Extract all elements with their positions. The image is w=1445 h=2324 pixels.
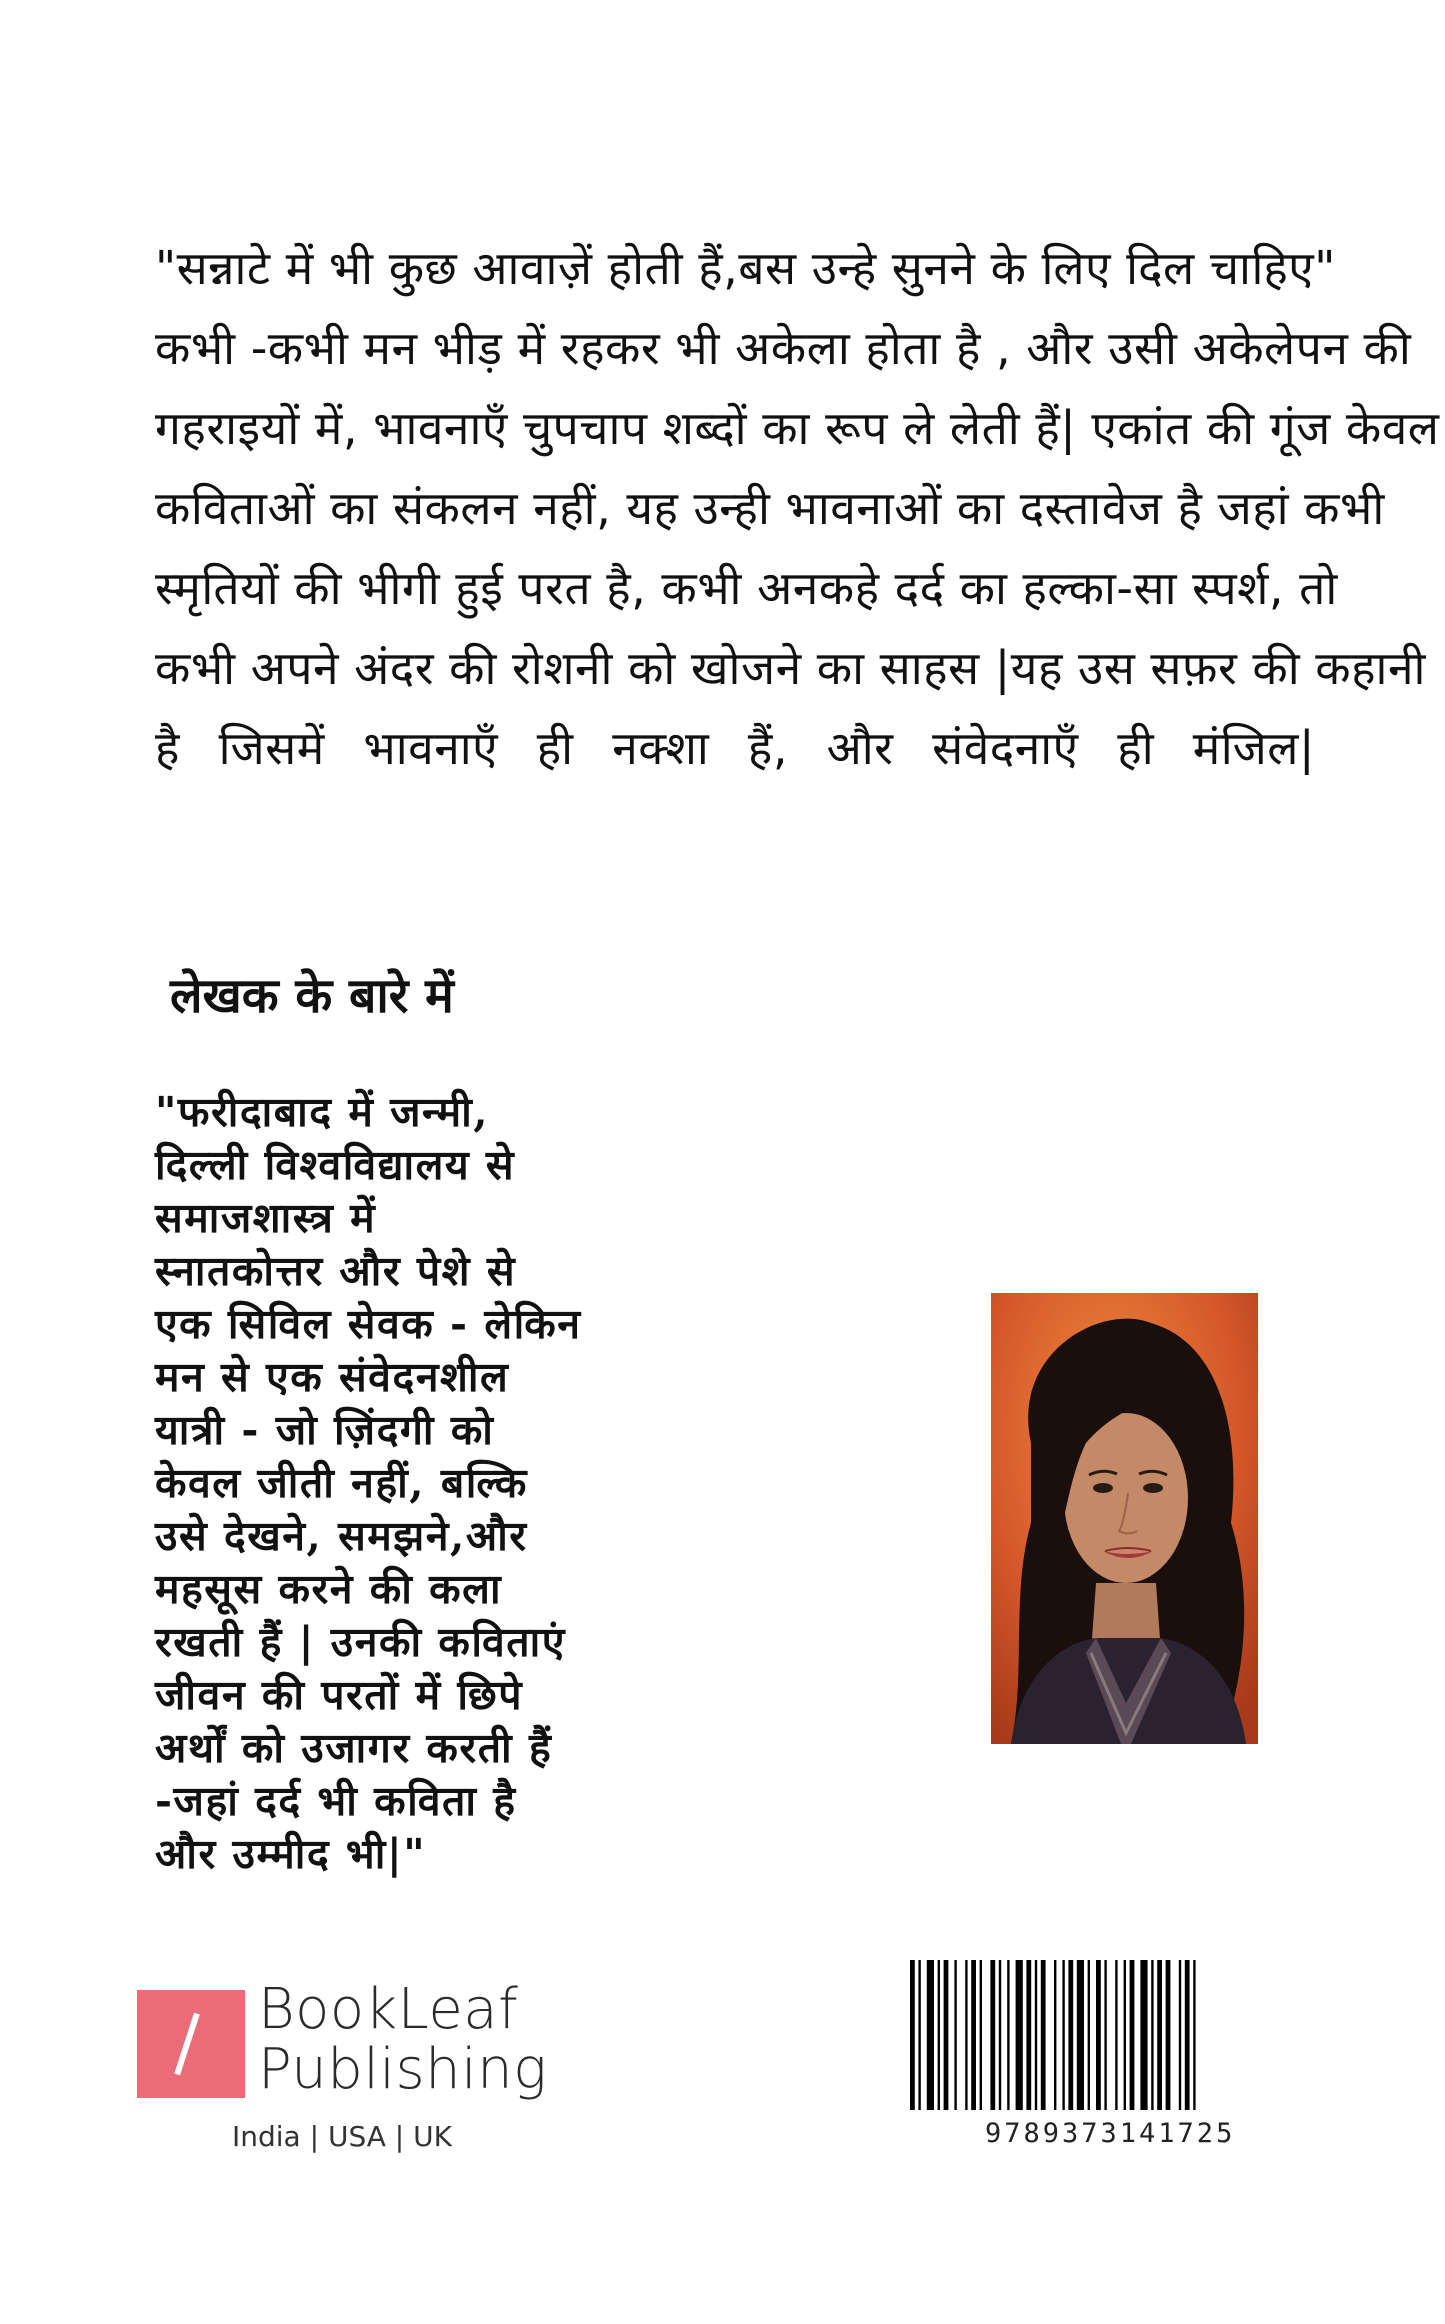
bookleaf-logo-mark: [137, 1990, 245, 2098]
blurb-line: गहराइयों में, भावनाएँ चुपचाप शब्दों का रूप ले लेती हैं| एकांत की गूंज केवल: [155, 401, 1440, 455]
blurb-line: कभी -कभी मन भीड़ में रहकर भी अकेला होता है , और उसी अकेलेपन की: [155, 321, 1412, 375]
barcode-bar: [1115, 1960, 1117, 2110]
barcode-bar: [910, 1960, 915, 2110]
publisher-name-line1: BookLeaf: [258, 1977, 519, 2042]
barcode-bar: [1130, 1960, 1135, 2110]
barcode-bar: [999, 1960, 1001, 2110]
bio-line: एक सिविल सेवक - लेकिन: [155, 1300, 582, 1348]
isbn-number: 9789373141725: [985, 2118, 1236, 2149]
barcode-bar: [1062, 1960, 1064, 2110]
barcode-bar: [1193, 1960, 1195, 2110]
barcode-bar: [990, 1960, 995, 2110]
bio-line: मन से एक संवेदनशील: [155, 1353, 510, 1401]
blurb-line: कभी अपने अंदर की रोशनी को खोजने का साहस |यह उस सफ़र की कहानी: [155, 641, 1426, 695]
bio-line: "फरीदाबाद में जन्मी,: [155, 1088, 489, 1136]
bio-line: अर्थों को उजागर करती हैं: [155, 1724, 553, 1772]
bio-line: और उम्मीद भी|": [155, 1830, 427, 1878]
barcode-bar: [944, 1960, 949, 2110]
barcode-bar: [1068, 1960, 1073, 2110]
barcode-bar: [1026, 1960, 1031, 2110]
bio-line: समाजशास्त्र में: [155, 1194, 377, 1242]
publisher-name-line2: Publishing: [258, 2037, 548, 2102]
blurb-line: है जिसमें भावनाएँ ही नक्शा हैं, और संवेदनाएँ ही मंजिल|: [155, 721, 1315, 775]
barcode-bar: [1035, 1960, 1037, 2110]
blurb-line: "सन्नाटे में भी कुछ आवाज़ें होती हैं,बस उन्हे सुनने के लिए दिल चाहिए": [155, 241, 1336, 295]
barcode-bar: [954, 1960, 956, 2110]
barcode-bar: [1077, 1960, 1084, 2110]
author-portrait-illustration: [991, 1293, 1258, 1744]
barcode-bar: [1151, 1960, 1153, 2110]
author-photo: [991, 1293, 1258, 1744]
barcode-bar: [1104, 1960, 1106, 2110]
barcode-bar: [938, 1960, 940, 2110]
barcode-bar: [1096, 1960, 1101, 2110]
barcode-bar: [1054, 1960, 1056, 2110]
barcode-bar: [965, 1960, 967, 2110]
bio-line: दिल्ली विश्वविद्यालय से: [155, 1141, 516, 1189]
bio-line: रखती हैं | उनकी कविताएं: [155, 1618, 566, 1666]
blurb-line: कविताओं का संकलन नहीं, यह उन्ही भावनाओं का दस्तावेज है जहां कभी: [155, 481, 1385, 535]
bio-line: स्नातकोत्तर और पेशे से: [155, 1247, 517, 1295]
publisher-regions: India | USA | UK: [232, 2120, 452, 2153]
barcode-bar: [1016, 1960, 1023, 2110]
barcode-bar: [1041, 1960, 1046, 2110]
bio-line: केवल जीती नहीं, बल्कि: [155, 1459, 528, 1507]
barcode-bar: [1166, 1960, 1171, 2110]
barcode-bar: [1088, 1960, 1090, 2110]
about-author-heading: लेखक के बारे में: [170, 968, 454, 1024]
publisher-logo-text: [258, 1977, 548, 2102]
bio-line: -जहां दर्द भी कविता है: [155, 1777, 517, 1825]
barcode-bar: [1007, 1960, 1009, 2110]
author-bio: [155, 1086, 875, 1881]
bio-line: जीवन की परतों में छिपे: [155, 1671, 524, 1719]
blurb-line: स्मृतियों की भीगी हुई परत है, कभी अनकहे दर्द का हल्का-सा स्पर्श, तो: [155, 561, 1338, 615]
bio-line: यात्री - जो ज़िंदगी को: [155, 1406, 495, 1454]
barcode-bar: [980, 1960, 982, 2110]
barcode-bar: [1140, 1960, 1147, 2110]
barcode-bar: [1157, 1960, 1162, 2110]
back-cover-blurb: [155, 228, 1440, 788]
barcode-bar: [1124, 1960, 1126, 2110]
bio-line: महसूस करने की कला: [155, 1565, 503, 1613]
barcode-bar: [918, 1960, 920, 2110]
barcode-bar: [927, 1960, 934, 2110]
isbn-barcode: [910, 1960, 1292, 2110]
barcode-bar: [971, 1960, 976, 2110]
bio-line: उसे देखने, समझने,और: [155, 1512, 528, 1560]
barcode-bar: [1179, 1960, 1181, 2110]
barcode-bar: [1185, 1960, 1190, 2110]
